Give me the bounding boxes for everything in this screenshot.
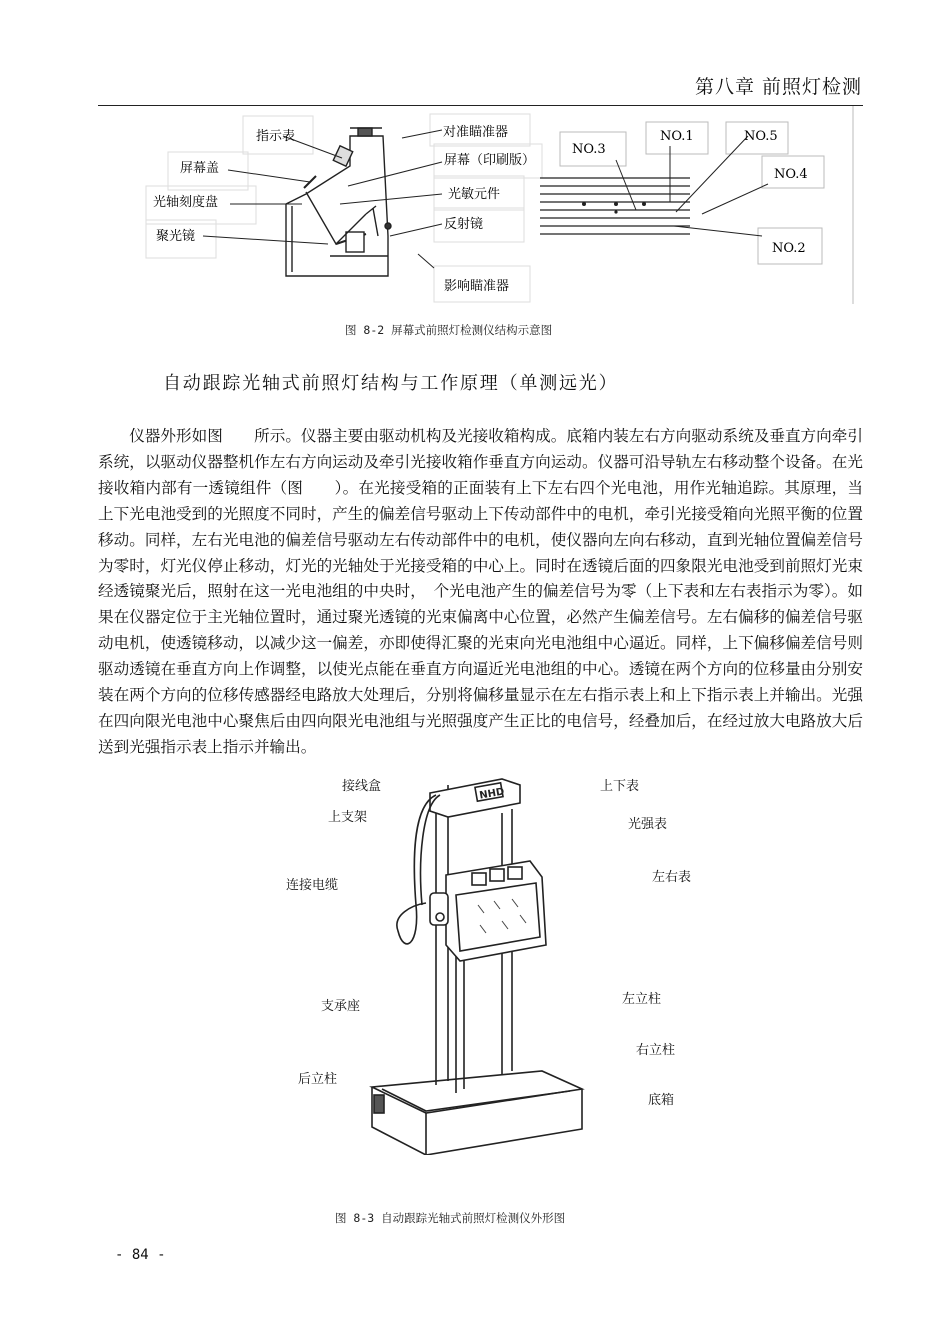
label-screen-cover: 屏幕盖	[180, 161, 220, 176]
body-paragraph: 仪器外形如图 所示。仪器主要由驱动机构及光接收箱构成。底箱内装左右方向驱动系统及垂直方向牵引系统，以驱动仪器整机作左右方向运动及牵引光接收箱作垂直方向运动。仪器可沿导轨左右移动整个设备。在光接收箱内部有一透镜组件（图 ）。在光接受箱的正面装有上下左右四个光电池，用作光轴追踪。其原理，当上下光电池受到的光照度不同时，产生的偏差信号驱动上下传动部件中的电机，牵引光接受箱向光照平衡的位置移动。同样，左右光电池的偏差信号驱动左右传动部件中的电机，使仪器向左向右移动，直到光轴位置偏差信号为零时，灯光仪停止移动，灯光的光轴处于光接受箱的中心上。同时在透镜后面的四象限光电池受到前照灯光束经透镜聚光后，照射在这一光电池组的中央时， 个光电池产生的偏差信号为零（上下表和左右表指示为零）。如果在仪器定位于主光轴位置时，通过聚光透镜的光束偏离中心位置，必然产生偏差信号。左右偏移的偏差信号驱动电机，使透镜移动，以减少这一偏差，亦即使得汇聚的光束向光电池组中心逼近。同样，上下偏移偏差信号则驱动透镜在垂直方向上作调整，以使光点能在垂直方向逼近光电池组的中心。透镜在两个方向的位移量由分别安装在两个方向的位移传感器经电路放大处理后，分别将偏移量显示在左右指示表上和上下指示表上并输出。光强在四向限光电池中心聚焦后由四向限光电池组与光照强度产生正比的电信号，经叠加后，在经过放大电路放大后送到光强指示表上指示并输出。	[98, 427, 863, 756]
page-number: - 84 -	[115, 1247, 166, 1263]
label-image-aim: 影响瞄准器	[444, 279, 510, 294]
label-up-down-meter: 上下表	[600, 779, 640, 794]
label-aim: 对准瞄准器	[443, 125, 509, 140]
label-condenser: 聚光镜	[156, 229, 196, 244]
logo: NHD	[478, 786, 506, 802]
chapter-header: 第八章 前照灯检测	[694, 76, 862, 98]
figure-8-2-caption: 图 8-2 屏幕式前照灯检测仪结构示意图	[345, 323, 553, 337]
label-reflector: 反射镜	[444, 217, 484, 232]
label-left-column: 左立柱	[622, 992, 662, 1007]
label-no5: NO.5	[744, 129, 778, 144]
label-no4: NO.4	[774, 167, 808, 182]
label-no3: NO.3	[572, 142, 606, 157]
figure-8-3-caption: 图 8-3 自动跟踪光轴式前照灯检测仪外形图	[335, 1211, 566, 1225]
label-indicator: 指示表	[256, 129, 296, 144]
label-base-box: 底箱	[648, 1093, 675, 1108]
label-lr-meter: 左右表	[652, 870, 692, 885]
label-intensity-meter: 光强表	[628, 817, 668, 832]
label-cable: 连接电缆	[286, 878, 339, 893]
label-support-base: 支承座	[321, 999, 361, 1014]
label-upper-bracket: 上支架	[328, 810, 368, 825]
label-photo-element: 光敏元件	[448, 187, 501, 202]
label-screen: 屏幕（印刷版）	[444, 153, 536, 168]
section-title: 自动跟踪光轴式前照灯结构与工作原理（单测远光）	[163, 373, 619, 394]
label-axis-dial: 光轴刻度盘	[153, 195, 219, 210]
label-no1: NO.1	[660, 129, 694, 144]
label-right-column: 右立柱	[636, 1043, 676, 1058]
label-no2: NO.2	[772, 241, 806, 256]
label-rear-column: 后立柱	[298, 1072, 338, 1087]
label-junction-box: 接线盒	[342, 779, 382, 794]
figure-8-2	[98, 106, 864, 306]
